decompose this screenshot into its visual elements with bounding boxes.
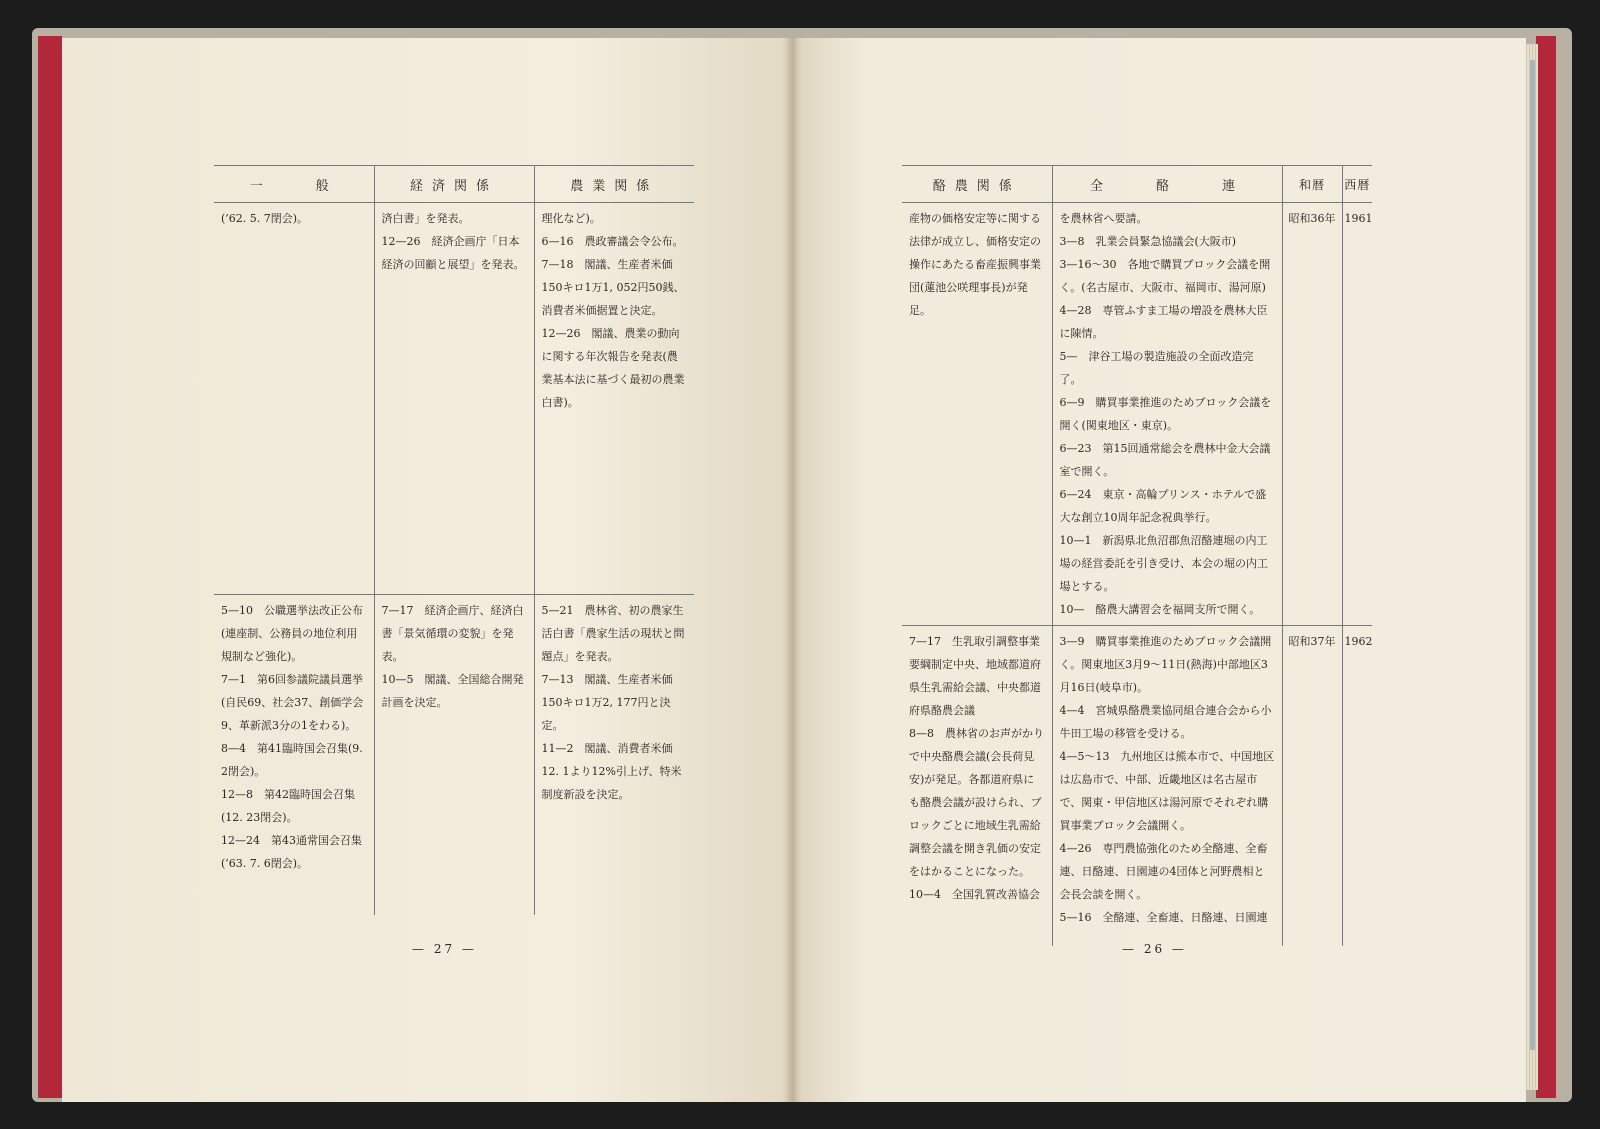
left-chronology-table	[214, 165, 694, 915]
entry: 12—8 第42臨時国会召集(12. 23閉会)。	[221, 788, 355, 824]
entry: 7—18 閣議、生産者米価150キロ1万1, 052円50銭、消費者米価据置と決定。	[541, 258, 685, 317]
page-number-right: — 26 —	[1122, 942, 1187, 956]
entry: 8—4 第41臨時国会召集(9. 2閉会)。	[221, 742, 363, 778]
entry: 10—1 新潟県北魚沼郡魚沼酪連堀の内工場の経営委託を引き受け、本会の堀の内工場とする。	[1059, 534, 1269, 593]
entry: 5—21 農林省、初の農家生活白書「農家生活の現状と問題点」を発表。	[541, 604, 685, 663]
header-wareki: 和暦	[1282, 166, 1342, 203]
book-edge-left	[38, 36, 62, 1098]
entry: 6—9 購買事業推進のためブロック会議を開く(関東地区・東京)。	[1059, 396, 1272, 432]
entry: 6—16 農政審議会令公布。	[541, 235, 684, 248]
book-edge-right	[1536, 36, 1556, 1098]
right-page	[792, 38, 1526, 1102]
header-zenraku: 全 酪 連	[1052, 166, 1282, 203]
entry: 11—2 閣議、消費者米価12. 1より12%引上げ、特米制度新設を決定。	[541, 742, 682, 801]
entry: 5— 津谷工場の製造施設の全面改造完了。	[1059, 350, 1254, 386]
entry: 12—26 経済企画庁「日本経済の回顧と展望」を発表。	[381, 235, 525, 271]
cell-general-1961	[214, 203, 374, 595]
left-row-1962	[214, 595, 694, 915]
header-general: 一 般	[214, 166, 374, 203]
entry: 産物の価格安定等に関する法律が成立し、価格安定の操作にあたる畜産振興事業団(蓮池公咲理事長)が発足。	[909, 212, 1041, 317]
entry: 12—26 閣議、農業の動向に関する年次報告を発表(農業基本法に基づく最初の農業白書)。	[541, 327, 685, 409]
entry: 10— 酪農大講習会を福岡支所で開く。	[1059, 603, 1261, 616]
left-row-1961	[214, 203, 694, 595]
left-page	[62, 38, 792, 1102]
cell-economy-1961	[374, 203, 534, 595]
entry: 4—28 専管ふすま工場の増設を農林大臣に陳情。	[1059, 304, 1268, 340]
entry: 6—23 第15回通常総会を農林中金大会議室で開く。	[1059, 442, 1271, 478]
book-gutter	[783, 38, 801, 1102]
cell-agriculture-1962	[534, 595, 694, 915]
right-table-header	[902, 166, 1372, 203]
entry: 3—9 購買事業推進のためブロック会議開く。関東地区3月9〜11日(熱海)中部地区3月16日(岐阜市)。	[1059, 635, 1272, 694]
entry: 7—17 生乳取引調整事業要綱制定中央、地域都道府県生乳需給会議、中央都道府県酪農会議	[909, 635, 1041, 717]
header-seireki: 西暦	[1342, 166, 1372, 203]
cell-seireki-1962: 1962	[1342, 626, 1372, 946]
entry: 6—24 東京・高輪プリンス・ホテルで盛大な創立10周年記念祝典挙行。	[1059, 488, 1267, 524]
cell-general-1962	[214, 595, 374, 915]
cell-dairy-1962	[902, 626, 1052, 946]
entry: 12—24 第43通常国会召集(’63. 7. 6閉会)。	[221, 834, 362, 870]
cell-economy-1962	[374, 595, 534, 915]
right-chronology-table	[902, 165, 1372, 946]
page-number-left: — 27 —	[412, 942, 477, 956]
entry: 4—5〜13 九州地区は熊本市で、中国地区は広島市で、中部、近畿地区は名古屋市で、関東・甲信地区は湯河原でそれぞれ購買事業ブロック会議開く。	[1059, 750, 1275, 832]
cell-agriculture-1961	[534, 203, 694, 595]
header-agriculture: 農業関係	[534, 166, 694, 203]
entry: を農林省へ要請。	[1059, 212, 1148, 225]
cell-wareki-1962: 昭和37年	[1282, 626, 1342, 946]
entry: 10—4 全国乳質改善協会	[909, 888, 1040, 901]
cell-dairy-1961	[902, 203, 1052, 626]
header-economy: 経済関係	[374, 166, 534, 203]
entry: 10—5 閣議、全国総合開発計画を決定。	[381, 673, 524, 709]
right-row-1962	[902, 626, 1372, 946]
entry: 5—16 全酪連、全畜連、日酪連、日園連	[1059, 911, 1268, 924]
right-row-1961	[902, 203, 1372, 626]
entry: 8—8 農林省のお声がかりで中央酪農会議(会長荷見安)が発足。各都道府県にも酪農会議が設けられ、ブロックごとに地域生乳需給調整会議を開き乳価の安定をはかることになった。	[909, 727, 1044, 878]
entry: (’62. 5. 7閉会)。	[221, 212, 309, 225]
entry: 3—8 乳業会員緊急協議会(大阪市)	[1059, 235, 1237, 248]
entry: 理化など)。	[541, 212, 601, 225]
entry: 済白書」を発表。	[381, 212, 470, 225]
cell-zenraku-1961	[1052, 203, 1282, 626]
page-edge-tint	[1530, 60, 1535, 1050]
entry: 4—4 宮城県酪農業協同組合連合会から小牛田工場の移管を受ける。	[1059, 704, 1272, 740]
cell-seireki-1961: 1961	[1344, 212, 1373, 225]
entry: 4—26 専門農協強化のため全酪連、全畜連、日酪連、日園連の4団体と河野農相と会長会談を開く。	[1059, 842, 1268, 901]
cell-wareki-1961: 昭和36年	[1282, 203, 1342, 626]
entry: 3—16〜30 各地で購買ブロック会議を開く。(名古屋市、大阪市、福岡市、湯河原)	[1059, 258, 1271, 294]
header-dairy: 酪農関係	[902, 166, 1052, 203]
entry: 7—17 経済企画庁、経済白書「景気循環の変貌」を発表。	[381, 604, 524, 663]
entry: 7—13 閣議、生産者米価150キロ1万2, 177円と決定。	[541, 673, 673, 732]
left-table-header	[214, 166, 694, 203]
cell-zenraku-1962	[1052, 626, 1282, 946]
entry: 7—1 第6回参議院議員選挙(自民69、社会37、創価学会9、革新派3分の1をわる)。	[221, 673, 364, 732]
entry: 5—10 公職選挙法改正公布(連座制、公務員の地位利用規制など強化)。	[221, 604, 363, 663]
